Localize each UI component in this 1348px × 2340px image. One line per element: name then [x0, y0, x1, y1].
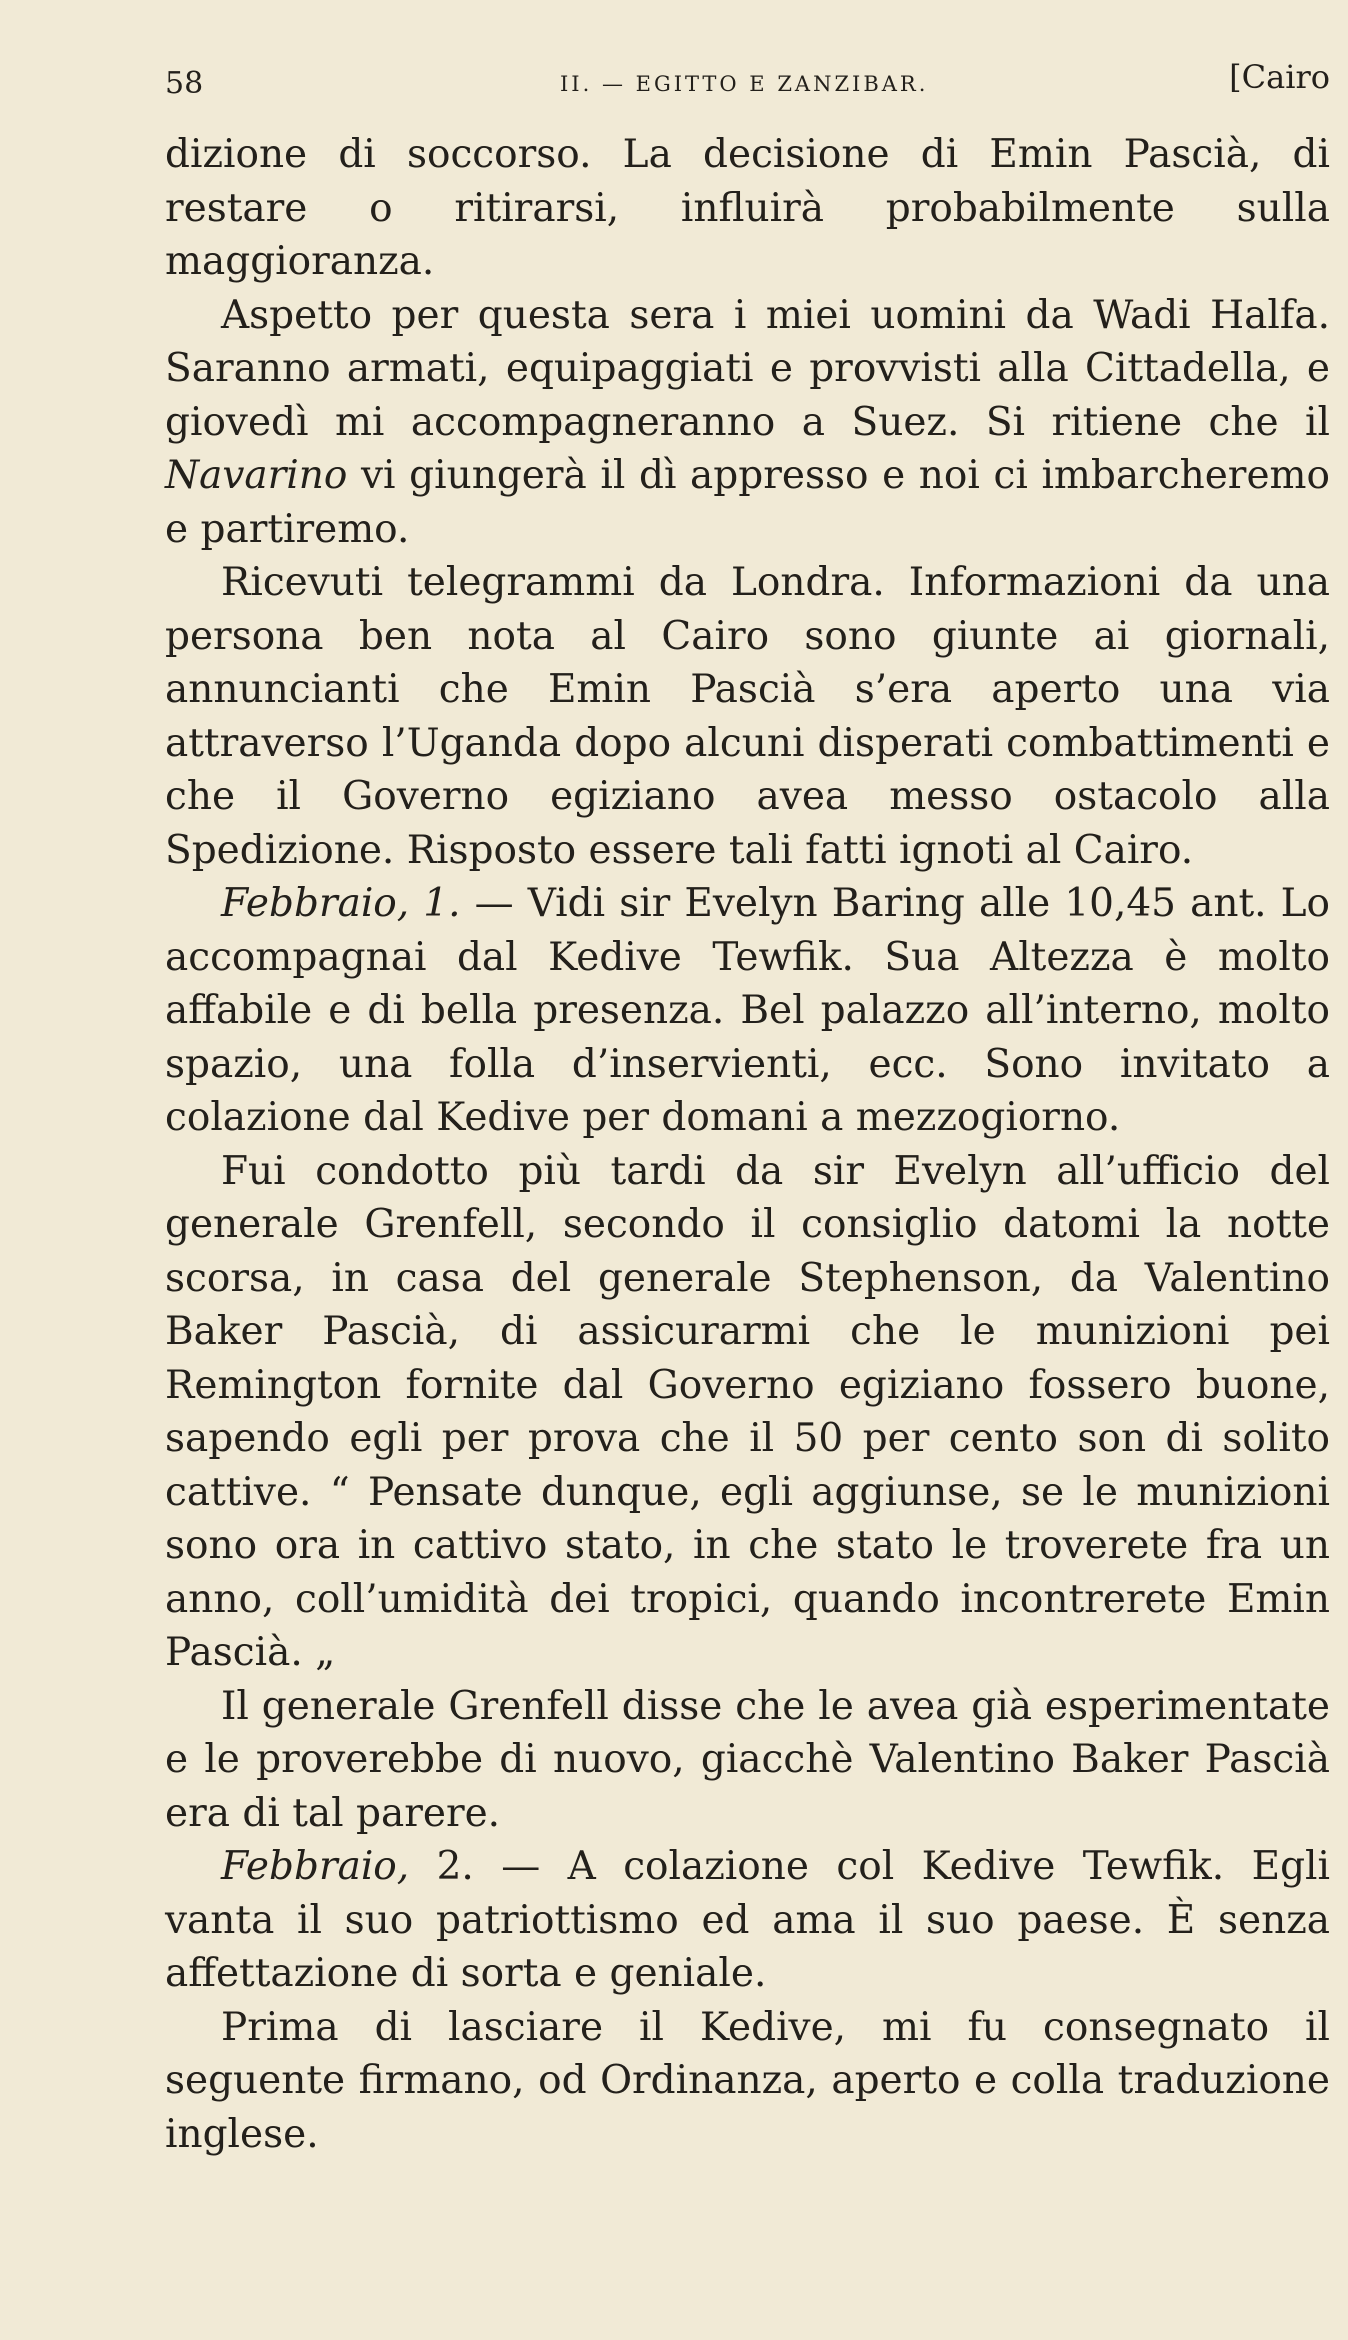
- paragraph-5: Fui condotto più tardi da sir Evelyn all’ufficio del generale Grenfell, secondo il consiglio datomi la notte scorsa, in casa del generale Stephenson, da Valentino Baker Pascià, di assicurarmi che le munizioni pei Remington fornite dal Governo egiziano fossero buone, sapendo egli per prova che il 50 per cento son di solito cattive. “ Pensate dunque, egli aggiunse, se le munizioni sono ora in cattivo stato, in che stato le troverete fra un anno, coll’umidità dei tropici, quando incontrerete Emin Pascià. „: [165, 1148, 1330, 1675]
- paragraph-8: Prima di lasciare il Kedive, mi fu consegnato il seguente firmano, od Ordinanza, aperto e colla traduzione inglese.: [165, 2004, 1330, 2157]
- ship-name-italic: Navarino: [165, 453, 348, 498]
- page-header: [165, 58, 1330, 108]
- paragraph-2: Aspetto per questa sera i miei uomini da Wadi Halfa. Saranno armati, equipaggiati e provvisti alla Cittadella, e giovedì mi accompagneranno a Suez. Si ritiene che il Navarino vi giungerà il dì appresso e noi ci imbarcheremo e partiremo.: [165, 292, 1330, 552]
- body-text: [165, 128, 1330, 2161]
- paragraph-3: Ricevuti telegrammi da Londra. Informazioni da una persona ben nota al Cairo sono giunte ai giornali, annuncianti che Emin Pascià s’era aperto una via attraverso l’Uganda dopo alcuni disperati combattimenti e che il Governo egiziano avea messo ostacolo alla Spedizione. Risposto essere tali fatti ignoti al Cairo.: [165, 560, 1330, 873]
- date-heading-feb-1: Febbraio, 1.: [221, 881, 461, 926]
- paragraph-1: dizione di soccorso. La decisione di Emin Pascià, di restare o ritirarsi, influirà probabilmente sulla maggioranza.: [165, 132, 1330, 284]
- running-title: II. — EGITTO E ZANZIBAR.: [560, 72, 929, 96]
- section-label: [Cairo: [1229, 58, 1330, 96]
- paragraph-7: Febbraio, 2. — A colazione col Kedive Tewfik. Egli vanta il suo patriottismo ed ama il suo paese. È senza affettazione di sorta e geniale.: [165, 1844, 1330, 1996]
- page-number: 58: [165, 66, 204, 101]
- paragraph-4: Febbraio, 1. — Vidi sir Evelyn Baring alle 10,45 ant. Lo accompagnai dal Kedive Tewfik. Sua Altezza è molto affabile e di bella presenza. Bel palazzo all’interno, molto spazio, una folla d’inservienti, ecc. Sono invitato a colazione dal Kedive per domani a mezzogiorno.: [165, 881, 1330, 1140]
- paragraph-6: Il generale Grenfell disse che le avea già esperimentate e le proverebbe di nuovo, giacchè Valentino Baker Pascià era di tal parere.: [165, 1683, 1330, 1836]
- date-heading-feb-2: Febbraio,: [221, 1844, 410, 1889]
